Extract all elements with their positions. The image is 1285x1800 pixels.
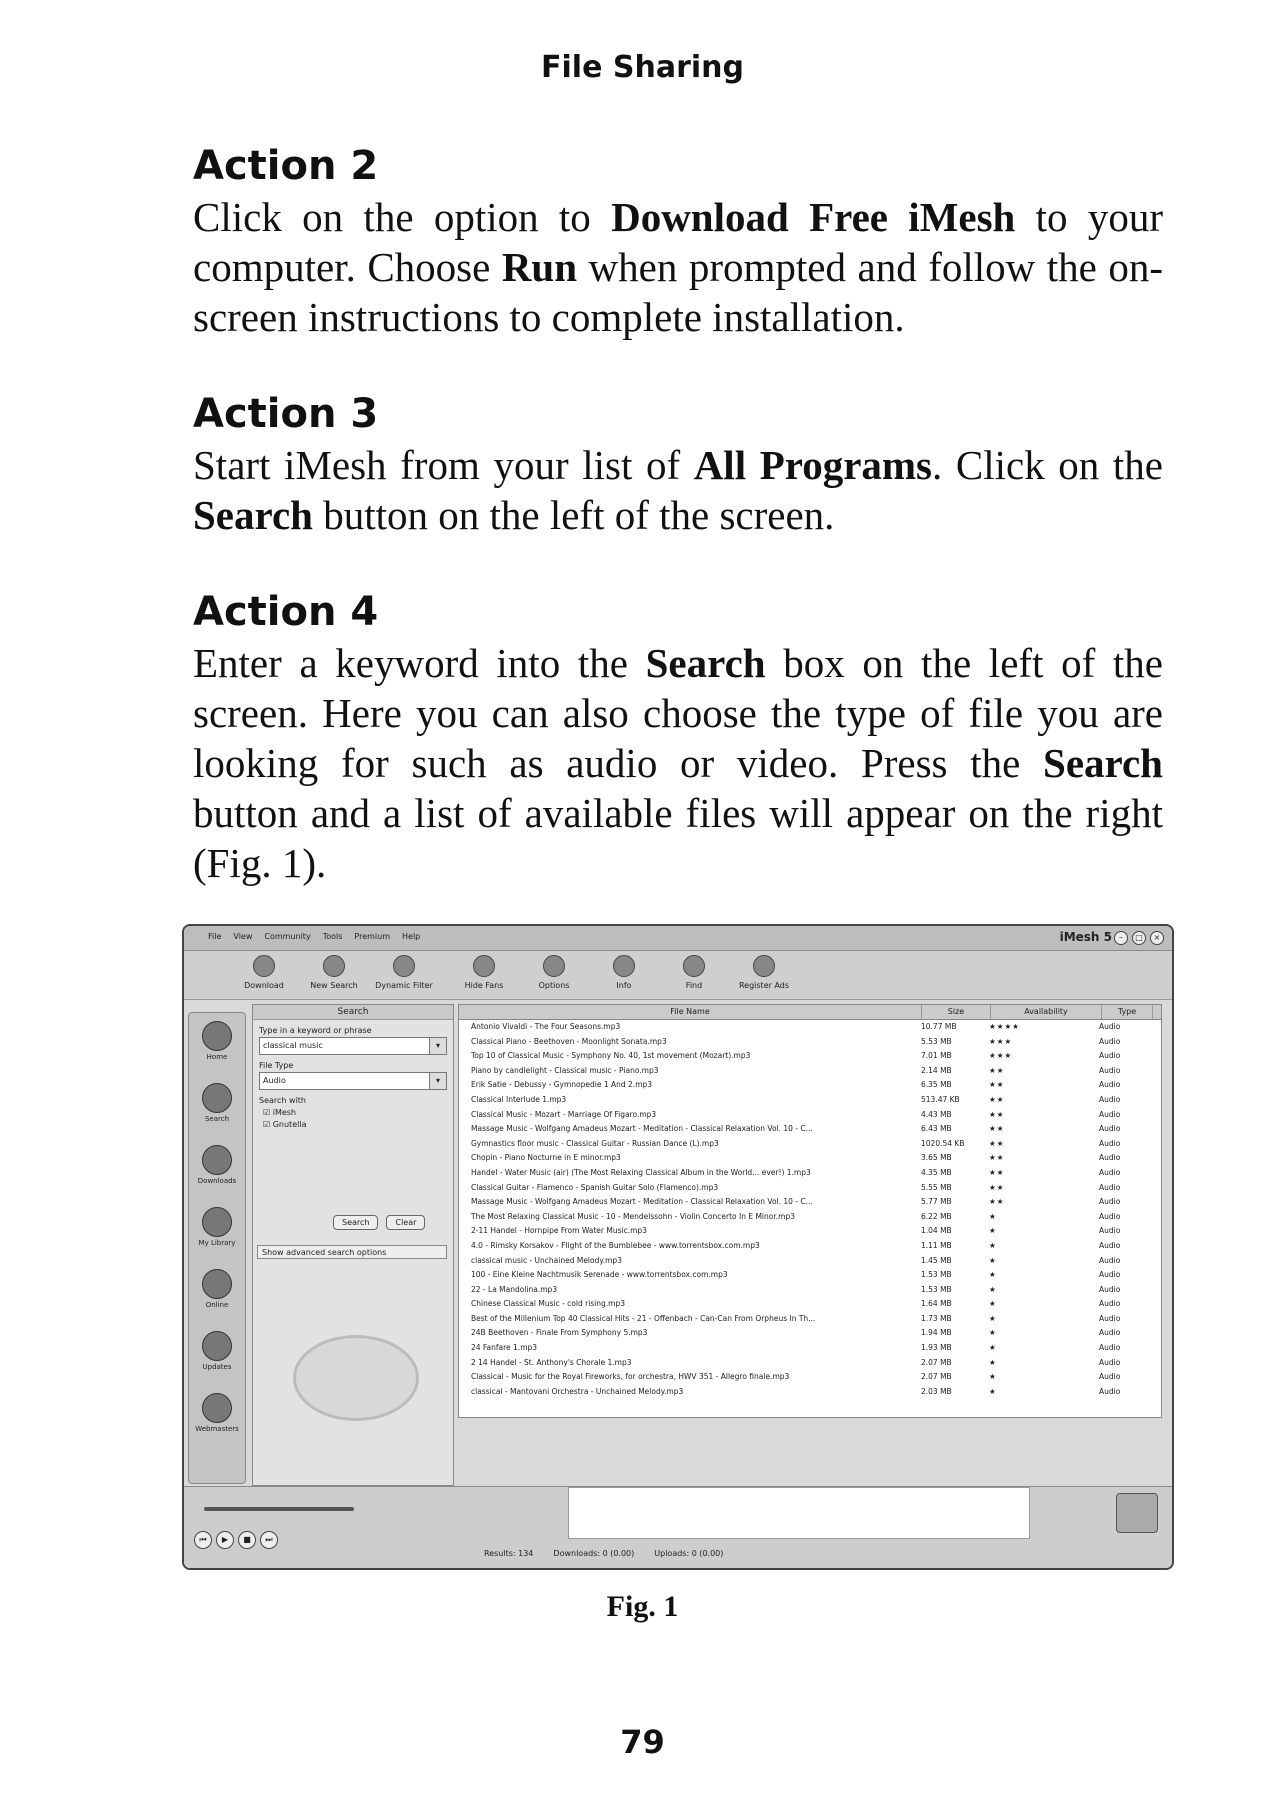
table-row[interactable] — [459, 1254, 1161, 1269]
availability-cell: ★★ — [989, 1124, 1005, 1134]
status-uploads: Uploads: 0 (0.00) — [654, 1549, 724, 1558]
size-cell: 1020.54 KB — [921, 1138, 965, 1148]
size-cell: 4.35 MB — [921, 1167, 952, 1177]
player-controls — [194, 1531, 278, 1549]
new-search-button[interactable]: New Search — [304, 955, 364, 990]
col-size[interactable]: Size — [922, 1005, 991, 1019]
file-name-cell: 24 Fanfare 1.mp3 — [471, 1343, 538, 1353]
type-cell: Audio — [1099, 1182, 1121, 1192]
type-cell: Audio — [1099, 1065, 1121, 1075]
search-pane — [252, 1004, 454, 1486]
search-with-label: Search with — [259, 1096, 306, 1105]
file-name-cell: 2-11 Handel - Hornpipe From Water Music.mp3 — [471, 1226, 647, 1236]
type-cell: Audio — [1099, 1343, 1121, 1353]
availability-cell: ★★ — [989, 1167, 1005, 1177]
size-cell: 5.55 MB — [921, 1182, 952, 1192]
text-run: button on the left of the screen. — [312, 492, 835, 538]
file-name-cell: Handel - Water Music (air) (The Most Relaxing Classical Album in the World... ever!) 1.mp3 — [471, 1167, 811, 1177]
availability-cell: ★ — [989, 1386, 997, 1396]
updates-icon — [202, 1331, 232, 1361]
table-row[interactable] — [459, 1312, 1161, 1327]
availability-cell: ★ — [989, 1284, 997, 1294]
availability-cell: ★★ — [989, 1197, 1005, 1207]
library-icon — [202, 1207, 232, 1237]
menu-tools[interactable]: Tools — [322, 932, 343, 941]
file-name-cell: 22 - La Mandolina.mp3 — [471, 1284, 558, 1294]
options-icon — [543, 955, 565, 977]
type-cell: Audio — [1099, 1094, 1121, 1104]
find-button[interactable]: Find — [664, 955, 724, 990]
maximize-icon[interactable]: □ — [1132, 931, 1146, 945]
file-name-cell: Top 10 of Classical Music - Symphony No. 40, 1st movement (Mozart).mp3 — [471, 1051, 751, 1061]
online-icon — [202, 1269, 232, 1299]
size-cell: 7.01 MB — [921, 1051, 952, 1061]
size-cell: 10.77 MB — [921, 1022, 957, 1031]
type-cell: Audio — [1099, 1153, 1121, 1163]
menu-view[interactable]: View — [233, 932, 253, 941]
register-ads-button[interactable]: Register Ads — [734, 955, 794, 990]
media-player — [184, 1486, 1172, 1569]
type-cell: Audio — [1099, 1109, 1121, 1119]
availability-cell: ★★★ — [989, 1051, 1013, 1061]
table-row[interactable] — [459, 1064, 1161, 1079]
file-name-cell: Chinese Classical Music - cold rising.mp3 — [471, 1299, 625, 1309]
bold-term: Search — [1043, 740, 1163, 786]
results-header — [459, 1005, 1161, 1020]
size-cell: 1.94 MB — [921, 1328, 952, 1338]
action-4-title: Action 4 — [193, 589, 379, 635]
status-bar — [484, 1549, 723, 1558]
availability-cell: ★★ — [989, 1065, 1005, 1075]
table-row[interactable] — [459, 1283, 1161, 1298]
play-icon[interactable]: ▶ — [216, 1531, 234, 1549]
table-row[interactable] — [459, 1035, 1161, 1050]
file-name-cell: Classical Interlude 1.mp3 — [471, 1094, 567, 1104]
size-cell: 5.53 MB — [921, 1036, 952, 1046]
table-row[interactable] — [459, 1122, 1161, 1137]
file-name-cell: The Most Relaxing Classical Music - 10 - Mendelssohn - Violin Concerto In E Minor.mp3 — [471, 1211, 795, 1221]
size-cell: 2.14 MB — [921, 1065, 952, 1075]
close-icon[interactable]: × — [1150, 931, 1164, 945]
availability-cell: ★ — [989, 1226, 997, 1236]
menu-premium[interactable]: Premium — [354, 932, 391, 941]
clear-button[interactable]: Clear — [386, 1215, 425, 1230]
type-cell: Audio — [1099, 1197, 1121, 1207]
size-cell: 5.77 MB — [921, 1197, 952, 1207]
type-cell: Audio — [1099, 1080, 1121, 1090]
size-cell: 4.43 MB — [921, 1109, 952, 1119]
hide-fans-button[interactable]: Hide Fans — [454, 955, 514, 990]
table-row[interactable] — [459, 1181, 1161, 1196]
availability-cell: ★ — [989, 1343, 997, 1353]
size-cell: 1.53 MB — [921, 1284, 952, 1294]
type-cell: Audio — [1099, 1328, 1121, 1338]
register-ads-icon — [753, 955, 775, 977]
table-row[interactable] — [459, 1166, 1161, 1181]
table-row[interactable] — [459, 1049, 1161, 1064]
file-name-cell: 24B Beethoven - Finale From Symphony 5.mp3 — [471, 1328, 648, 1338]
table-row[interactable] — [459, 1341, 1161, 1356]
running-header: File Sharing — [541, 50, 744, 85]
status-downloads: Downloads: 0 (0.00) — [553, 1549, 635, 1558]
nav-home[interactable]: Home — [193, 1021, 241, 1061]
table-row[interactable] — [459, 1151, 1161, 1166]
dynamic-filter-button[interactable]: Dynamic Filter — [374, 955, 434, 990]
download-icon — [253, 955, 275, 977]
size-cell: 6.43 MB — [921, 1124, 952, 1134]
table-row[interactable] — [459, 1268, 1161, 1283]
file-name-cell: Classical Guitar - Flamenco - Spanish Guitar Solo (Flamenco).mp3 — [471, 1182, 719, 1192]
size-cell: 1.53 MB — [921, 1270, 952, 1280]
bold-term: Run — [501, 244, 578, 290]
text-run: Start iMesh from your list of — [193, 442, 694, 488]
status-results: Results: 134 — [484, 1549, 534, 1558]
availability-cell: ★ — [989, 1255, 997, 1265]
text-run: . Click on the — [932, 442, 1163, 488]
file-name-cell: Antonio Vivaldi - The Four Seasons.mp3 — [471, 1022, 621, 1031]
type-cell: Audio — [1099, 1255, 1121, 1265]
text-run: to your computer. Choose — [193, 194, 1164, 290]
menu-file[interactable]: File — [208, 932, 222, 941]
search-button[interactable]: Search — [333, 1215, 378, 1230]
availability-cell: ★ — [989, 1211, 997, 1221]
filetype-label: File Type — [259, 1061, 294, 1070]
availability-cell: ★ — [989, 1270, 997, 1280]
home-icon — [202, 1021, 232, 1051]
file-name-cell: Gymnastics floor music - Classical Guitar - Russian Dance (L).mp3 — [471, 1138, 719, 1148]
file-name-cell: Chopin - Piano Nocturne in E minor.mp3 — [471, 1153, 621, 1163]
size-cell: 6.35 MB — [921, 1080, 952, 1090]
minimize-icon[interactable]: – — [1114, 931, 1128, 945]
file-name-cell: classical music - Unchained Melody.mp3 — [471, 1255, 622, 1265]
bold-term: Search — [193, 492, 313, 538]
size-cell: 1.11 MB — [921, 1240, 952, 1250]
ad-icon[interactable] — [1116, 1493, 1158, 1533]
size-cell: 1.04 MB — [921, 1226, 952, 1236]
type-cell: Audio — [1099, 1051, 1121, 1061]
menu-help[interactable]: Help — [402, 932, 421, 941]
action-2-title: Action 2 — [193, 143, 379, 189]
table-row[interactable] — [459, 1356, 1161, 1371]
type-cell: Audio — [1099, 1240, 1121, 1250]
size-cell: 1.64 MB — [921, 1299, 952, 1309]
type-cell: Audio — [1099, 1386, 1121, 1396]
table-row[interactable] — [459, 1137, 1161, 1152]
left-navigation — [188, 1012, 246, 1484]
table-row[interactable] — [459, 1385, 1161, 1400]
page-number: 79 — [620, 1723, 665, 1761]
size-cell: 2.07 MB — [921, 1372, 952, 1382]
table-row[interactable] — [459, 1020, 1161, 1035]
table-row[interactable] — [459, 1195, 1161, 1210]
text-run: button and a list of available files will appear on the right (Fig. 1). — [193, 790, 1163, 886]
nav-updates[interactable]: Updates — [193, 1331, 241, 1371]
preview-area — [568, 1487, 1030, 1539]
action-3-text — [193, 440, 1163, 540]
next-icon[interactable]: ⏭ — [260, 1531, 278, 1549]
results-rows — [459, 1020, 1161, 1399]
menu-bar — [208, 932, 420, 941]
file-name-cell: Piano by candlelight - Classical music - Piano.mp3 — [471, 1065, 659, 1075]
availability-cell: ★★ — [989, 1138, 1005, 1148]
file-name-cell: Massage Music - Wolfgang Amadeus Mozart - Meditation - Classical Relaxation Vol. 10 - C... — [471, 1197, 813, 1207]
hide-fans-icon — [473, 955, 495, 977]
action-3-title: Action 3 — [193, 391, 379, 437]
filter-icon — [393, 955, 415, 977]
availability-cell: ★★ — [989, 1153, 1005, 1163]
nav-search[interactable]: Search — [193, 1083, 241, 1123]
filetype-select[interactable]: Audio ▾ — [259, 1072, 447, 1090]
availability-cell: ★★ — [989, 1109, 1005, 1119]
results-table — [458, 1004, 1162, 1418]
col-type[interactable]: Type — [1102, 1005, 1153, 1019]
type-cell: Audio — [1099, 1124, 1121, 1134]
availability-cell: ★★ — [989, 1080, 1005, 1090]
new-search-icon — [323, 955, 345, 977]
type-cell: Audio — [1099, 1138, 1121, 1148]
action-4-text — [193, 638, 1163, 888]
availability-cell: ★ — [989, 1299, 997, 1309]
availability-cell: ★★★ — [989, 1036, 1013, 1046]
size-cell: 6.22 MB — [921, 1211, 952, 1221]
type-cell: Audio — [1099, 1313, 1121, 1323]
availability-cell: ★★ — [989, 1182, 1005, 1192]
chevron-down-icon[interactable]: ▾ — [429, 1038, 446, 1054]
file-name-cell: 100 - Eine Kleine Nachtmusik Serenade - www.torrentsbox.com.mp3 — [471, 1270, 728, 1280]
keyword-label: Type in a keyword or phrase — [259, 1026, 372, 1035]
type-cell: Audio — [1099, 1372, 1121, 1382]
size-cell: 1.73 MB — [921, 1313, 952, 1323]
size-cell: 513.47 KB — [921, 1094, 960, 1104]
advanced-search-toggle[interactable]: Show advanced search options — [257, 1245, 447, 1259]
text-run: when prompted and follow the on-screen instructions to complete installation. — [193, 244, 1163, 340]
file-name-cell: Classical Piano - Beethoven - Moonlight Sonata.mp3 — [471, 1036, 667, 1046]
menu-community[interactable]: Community — [264, 932, 311, 941]
text-run: Click on the option to — [193, 194, 612, 240]
stop-icon[interactable]: ■ — [238, 1531, 256, 1549]
file-name-cell: Erik Satie - Debussy - Gymnopedie 1 And 2.mp3 — [471, 1080, 653, 1090]
type-cell: Audio — [1099, 1036, 1121, 1046]
nav-downloads[interactable]: Downloads — [193, 1145, 241, 1185]
availability-cell: ★ — [989, 1313, 997, 1323]
table-row[interactable] — [459, 1326, 1161, 1341]
size-cell: 1.93 MB — [921, 1343, 952, 1353]
table-row[interactable] — [459, 1239, 1161, 1254]
size-cell: 2.07 MB — [921, 1357, 952, 1367]
info-icon — [613, 955, 635, 977]
bold-term: Search — [645, 640, 766, 686]
previous-icon[interactable]: ⏮ — [194, 1531, 212, 1549]
table-row[interactable] — [459, 1224, 1161, 1239]
availability-cell: ★ — [989, 1357, 997, 1367]
network-imesh-checkbox[interactable]: ☑ iMesh — [263, 1108, 297, 1117]
downloads-icon — [202, 1145, 232, 1175]
type-cell: Audio — [1099, 1211, 1121, 1221]
find-icon — [683, 955, 705, 977]
body-text — [193, 140, 1163, 934]
file-name-cell: Massage Music - Wolfgang Amadeus Mozart - Meditation - Classical Relaxation Vol. 10 - C... — [471, 1124, 813, 1134]
search-pane-heading: Search — [253, 1005, 453, 1020]
file-name-cell: 4.0 - Rimsky Korsakov - Flight of the Bumblebee - www.torrentsbox.com.mp3 — [471, 1240, 760, 1250]
network-gnutella-checkbox[interactable]: ☑ Gnutella — [263, 1120, 307, 1129]
table-row[interactable] — [459, 1093, 1161, 1108]
col-availability[interactable]: Availability — [991, 1005, 1102, 1019]
availability-cell: ★ — [989, 1328, 997, 1338]
text-run: Enter a keyword into the — [193, 640, 646, 686]
availability-cell: ★ — [989, 1240, 997, 1250]
seek-bar[interactable] — [204, 1507, 354, 1511]
file-name-cell: classical - Mantovani Orchestra - Unchained Melody.mp3 — [471, 1386, 684, 1396]
search-actions — [333, 1215, 425, 1230]
toolbar — [184, 951, 1172, 1000]
title-bar — [184, 926, 1172, 951]
file-name-cell: Best of the Millenium Top 40 Classical Hits - 21 - Offenbach - Can-Can From Orpheus In Th... — [471, 1313, 816, 1323]
file-name-cell: 2 14 Handel - St. Anthony's Chorale 1.mp3 — [471, 1357, 632, 1367]
type-cell: Audio — [1099, 1299, 1121, 1309]
chevron-down-icon[interactable]: ▾ — [429, 1073, 446, 1089]
table-row[interactable] — [459, 1108, 1161, 1123]
nav-webmasters[interactable]: Webmasters — [193, 1393, 241, 1433]
info-button[interactable]: Info — [594, 955, 654, 990]
keyword-input[interactable]: classical music ▾ — [259, 1037, 447, 1055]
options-button[interactable]: Options — [524, 955, 584, 990]
size-cell: 3.65 MB — [921, 1153, 952, 1163]
type-cell: Audio — [1099, 1284, 1121, 1294]
bold-term: Download Free iMesh — [611, 194, 1016, 240]
action-2-text — [193, 192, 1163, 342]
type-cell: Audio — [1099, 1270, 1121, 1280]
table-row[interactable] — [459, 1210, 1161, 1225]
availability-cell: ★★★★ — [989, 1022, 1020, 1031]
bold-term: All Programs — [693, 442, 933, 488]
size-cell: 2.03 MB — [921, 1386, 952, 1396]
table-row[interactable] — [459, 1078, 1161, 1093]
availability-cell: ★ — [989, 1372, 997, 1382]
type-cell: Audio — [1099, 1357, 1121, 1367]
imesh-screenshot-figure — [182, 924, 1174, 1570]
size-cell: 1.45 MB — [921, 1255, 952, 1265]
file-name-cell: Classical Music - Mozart - Marriage Of Figaro.mp3 — [471, 1109, 657, 1119]
search-icon — [202, 1083, 232, 1113]
file-name-cell: Classical - Music for the Royal Fireworks, for orchestra, HWV 351 - Allegro finale.mp3 — [471, 1372, 790, 1382]
availability-cell: ★★ — [989, 1094, 1005, 1104]
figure-caption: Fig. 1 — [606, 1590, 679, 1623]
decorative-logo — [293, 1335, 419, 1421]
webmasters-icon — [202, 1393, 232, 1423]
type-cell: Audio — [1099, 1226, 1121, 1236]
nav-my-library[interactable]: My Library — [193, 1207, 241, 1247]
table-row[interactable] — [459, 1370, 1161, 1385]
download-button[interactable]: Download — [234, 955, 294, 990]
window-controls — [1114, 931, 1164, 945]
nav-online[interactable]: Online — [193, 1269, 241, 1309]
type-cell: Audio — [1099, 1167, 1121, 1177]
col-file-name[interactable]: File Name — [459, 1005, 922, 1019]
text-run: box on the left of the screen. Here you can also choose the type of file you are looking for such as audio or video. Press the — [193, 640, 1163, 786]
imesh-logo: iMesh 5 — [1059, 930, 1112, 944]
table-row[interactable] — [459, 1297, 1161, 1312]
type-cell: Audio — [1099, 1022, 1121, 1031]
